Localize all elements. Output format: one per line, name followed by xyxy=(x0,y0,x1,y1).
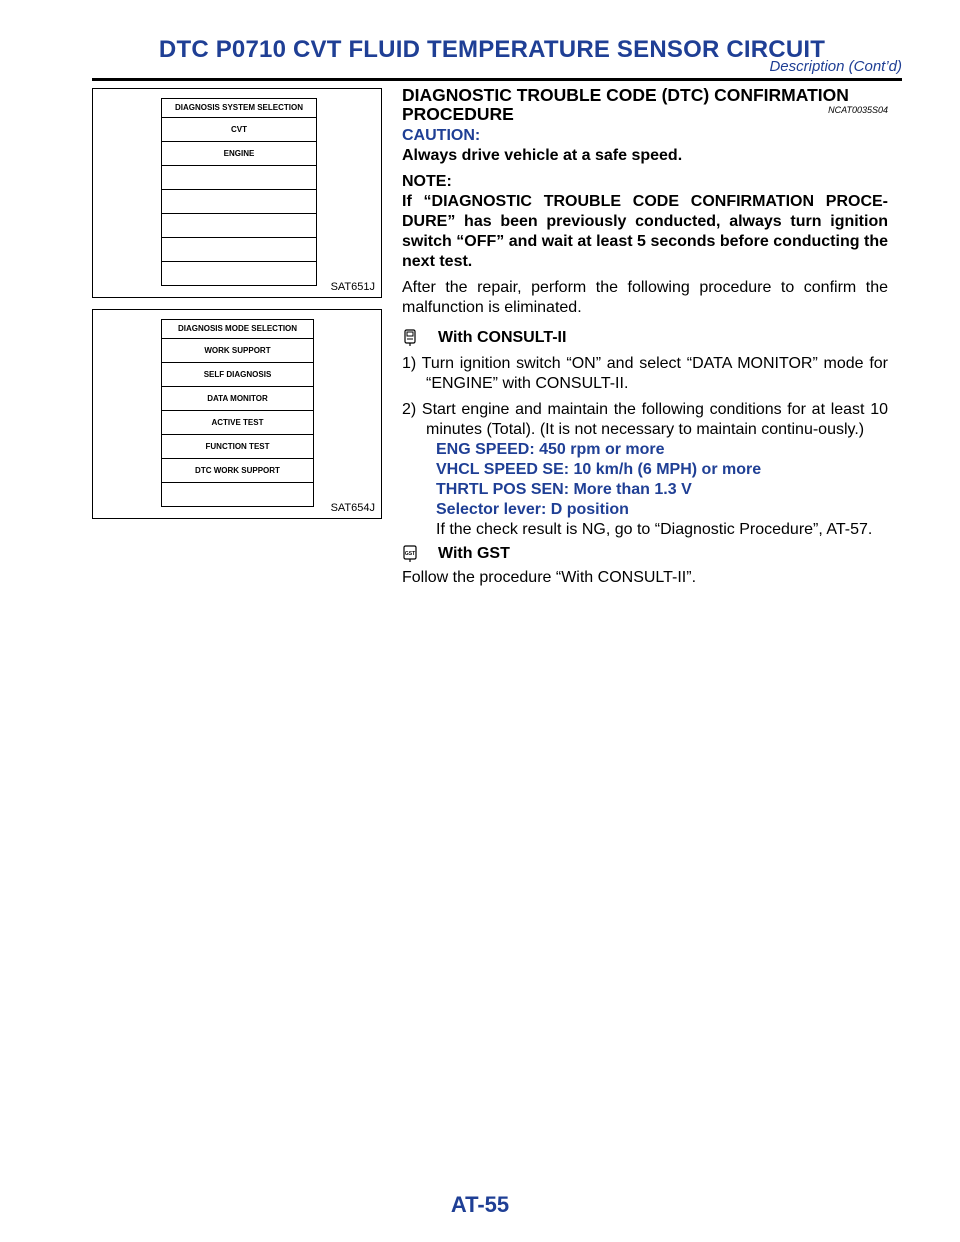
condition-item: ENG SPEED: 450 rpm or more xyxy=(436,441,665,458)
figure-label: SAT651J xyxy=(330,281,375,293)
menu-item-empty xyxy=(162,166,316,190)
page-number: AT-55 xyxy=(450,1192,510,1217)
condition-item: THRTL POS SEN: More than 1.3 V xyxy=(436,481,692,498)
note-text: If “DIAGNOSTIC TROUBLE CODE CONFIRMATION PROCE-DURE” has been previously conducted, always turn ignition switch “OFF” and wait at least 5 seconds before conducting the next test. xyxy=(402,193,888,270)
gst-heading xyxy=(402,544,888,564)
figure-label: SAT654J xyxy=(330,502,375,514)
gst-text: Follow the procedure “With CONSULT-II”. xyxy=(402,569,697,586)
svg-text:GST: GST xyxy=(404,551,416,557)
figure-sat654j xyxy=(92,309,382,519)
menu-item-function-test: FUNCTION TEST xyxy=(162,435,313,459)
menu-item-empty xyxy=(162,238,316,262)
caution-text: Always drive vehicle at a safe speed. xyxy=(402,147,683,164)
menu-item-active-test: ACTIVE TEST xyxy=(162,411,313,435)
menu-item-cvt: CVT xyxy=(162,118,316,142)
gst-heading-text: With GST xyxy=(438,545,510,562)
step-2: 2) Start engine and maintain the following conditions for at least 10 minutes (Total). (It is not necessary to maintain continu-ously.) xyxy=(402,401,888,438)
diagnosis-mode-selection-screen xyxy=(161,319,314,507)
section-code: NCAT0035S04 xyxy=(828,105,888,115)
menu-item-work-support: WORK SUPPORT xyxy=(162,339,313,363)
page-subtitle: Description (Cont’d) xyxy=(769,58,902,75)
section-heading-text: DIAGNOSTIC TROUBLE CODE (DTC) CONFIRMATION PROCEDURE xyxy=(402,85,849,124)
caution-label: CAUTION: xyxy=(402,127,481,144)
consult-tool-icon xyxy=(402,329,418,347)
menu-item-empty xyxy=(162,483,313,506)
menu-item-self-diagnosis: SELF DIAGNOSIS xyxy=(162,363,313,387)
procedure-text xyxy=(402,86,888,588)
consult-heading-text: With CONSULT-II xyxy=(438,329,567,346)
section-heading xyxy=(402,86,888,124)
screen-title: DIAGNOSIS SYSTEM SELECTION xyxy=(162,99,316,118)
page-title: DTC P0710 CVT FLUID TEMPERATURE SENSOR CIRCUIT xyxy=(158,36,826,63)
menu-item-engine: ENGINE xyxy=(162,142,316,166)
menu-item-dtc-work-support: DTC WORK SUPPORT xyxy=(162,459,313,483)
menu-item-empty xyxy=(162,214,316,238)
gst-tool-icon xyxy=(402,545,418,563)
screen-title: DIAGNOSIS MODE SELECTION xyxy=(162,320,313,339)
figure-sat651j xyxy=(92,88,382,298)
header-rule xyxy=(92,78,902,81)
intro-text: After the repair, perform the following procedure to confirm the malfunction is eliminated. xyxy=(402,279,888,316)
ng-instruction: If the check result is NG, go to “Diagnostic Procedure”, AT-57. xyxy=(436,521,873,538)
consult-heading xyxy=(402,328,888,348)
menu-item-data-monitor: DATA MONITOR xyxy=(162,387,313,411)
step-1: 1) Turn ignition switch “ON” and select “DATA MONITOR” mode for “ENGINE” with CONSULT-II. xyxy=(402,355,888,392)
menu-item-empty xyxy=(162,262,316,285)
menu-item-empty xyxy=(162,190,316,214)
condition-item: Selector lever: D position xyxy=(436,501,629,518)
condition-item: VHCL SPEED SE: 10 km/h (6 MPH) or more xyxy=(436,461,762,478)
note-label: NOTE: xyxy=(402,173,452,190)
diagnosis-system-selection-screen xyxy=(161,98,317,286)
